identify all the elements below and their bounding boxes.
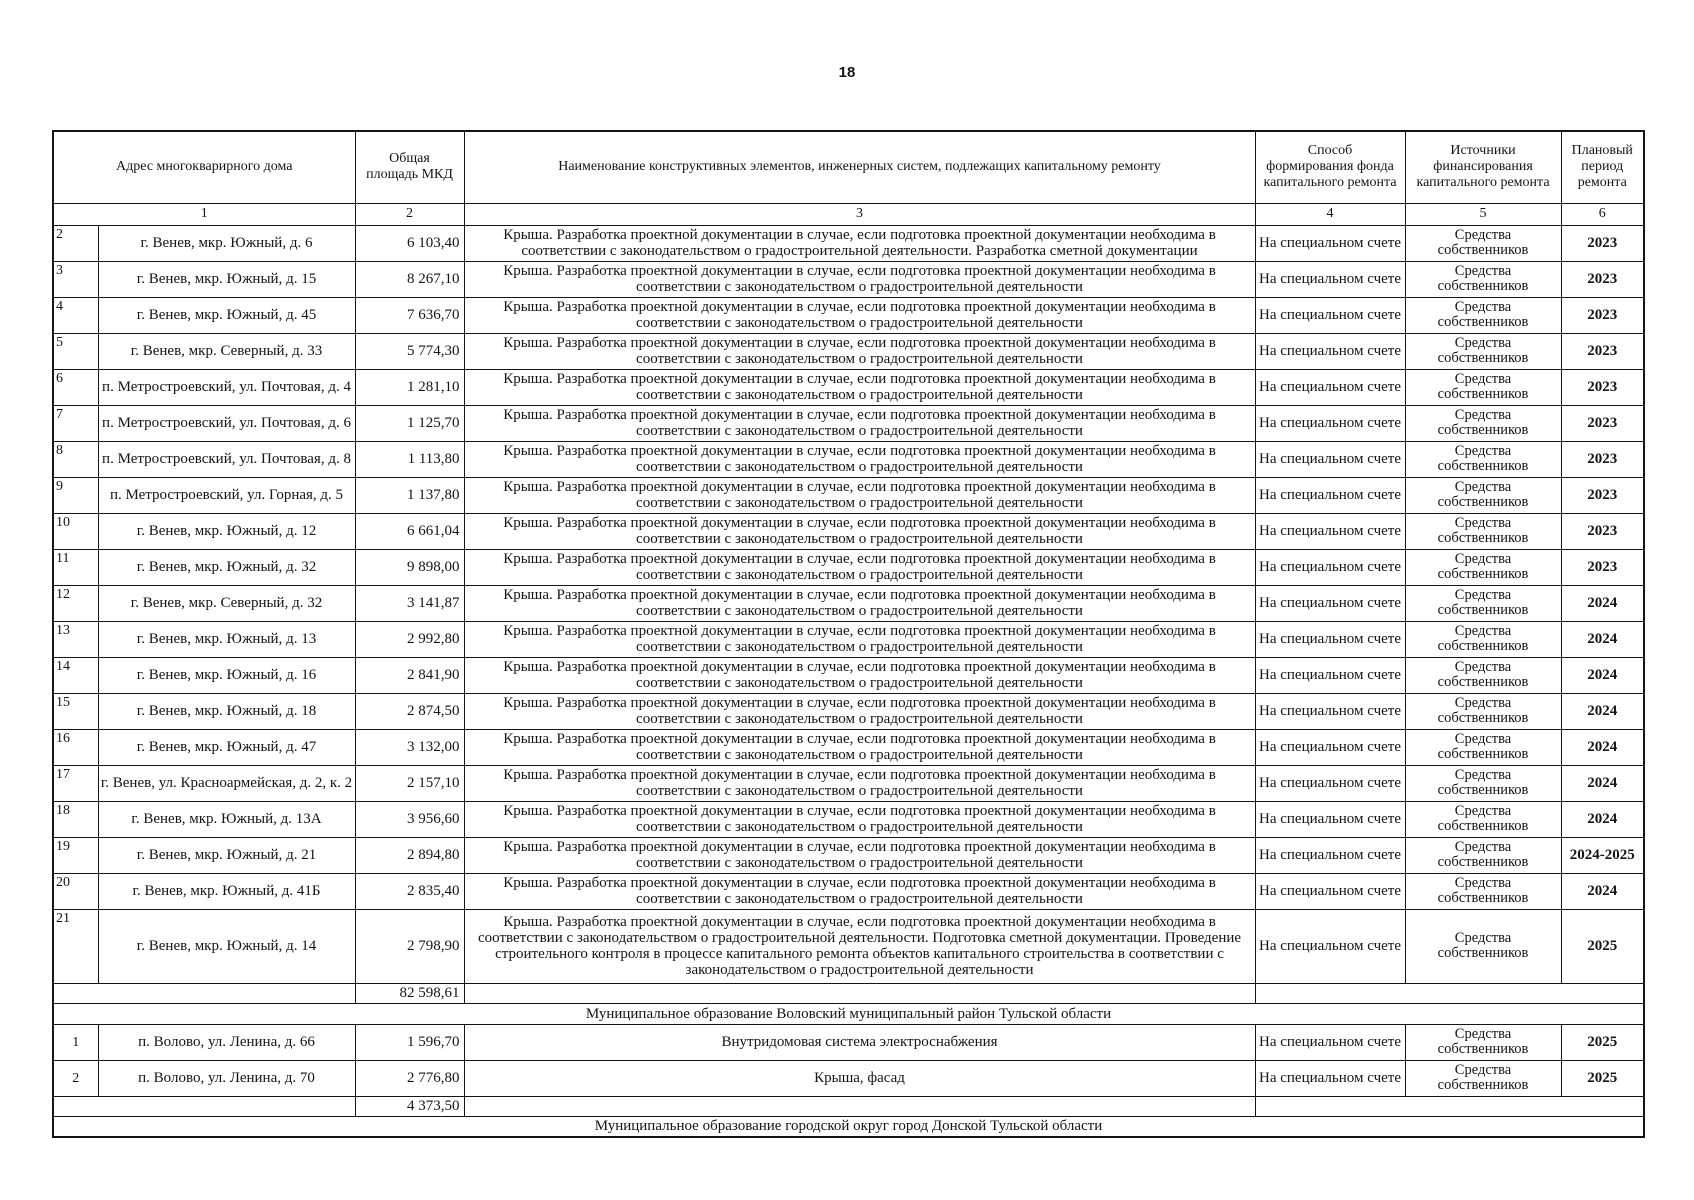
works-cell: Крыша. Разработка проектной документации в случае, если подготовка проектной документации необходима в соответствии с законодательством о градостроительной деятельности bbox=[464, 549, 1255, 585]
method-cell: На специальном счете bbox=[1255, 837, 1405, 873]
header-elements: Наименование конструктивных элементов, инженерных систем, подлежащих капитальному ремонту bbox=[464, 131, 1255, 203]
method-cell: На специальном счете bbox=[1255, 297, 1405, 333]
column-number-row bbox=[53, 203, 1644, 225]
works-cell: Крыша. Разработка проектной документации в случае, если подготовка проектной документации необходима в соответствии с законодательством о градостроительной деятельности bbox=[464, 801, 1255, 837]
works-cell: Крыша. Разработка проектной документации в случае, если подготовка проектной документации необходима в соответствии с законодательством о градостроительной деятельности. Подготовка сметной документации. Проведение строительного контроля в процессе капитального ремонта объектов капитального строительства в соответствии с законодательством о градостроительной деятельности bbox=[464, 909, 1255, 983]
source-cell bbox=[1405, 261, 1561, 297]
area-cell: 8 267,10 bbox=[355, 261, 464, 297]
row-number: 5 bbox=[53, 333, 98, 369]
source-cell bbox=[1405, 765, 1561, 801]
works-cell: Крыша. Разработка проектной документации в случае, если подготовка проектной документации необходима в соответствии с законодательством о градостроительной деятельности. Разработка сметной документации bbox=[464, 225, 1255, 261]
row-number: 16 bbox=[53, 729, 98, 765]
table-row bbox=[53, 549, 1644, 585]
works-cell: Крыша. Разработка проектной документации в случае, если подготовка проектной документации необходима в соответствии с законодательством о градостроительной деятельности bbox=[464, 333, 1255, 369]
header-address: Адрес многокварирного дома bbox=[53, 131, 355, 203]
total-blank-cell bbox=[464, 1096, 1255, 1116]
source-text: Средства собственников bbox=[1437, 659, 1529, 690]
source-text: Средства собственников bbox=[1437, 767, 1529, 798]
address-cell: п. Волово, ул. Ленина, д. 70 bbox=[98, 1060, 355, 1096]
table-row bbox=[53, 261, 1644, 297]
table-row bbox=[53, 297, 1644, 333]
period-cell: 2024 bbox=[1561, 585, 1644, 621]
period-cell: 2023 bbox=[1561, 333, 1644, 369]
area-cell: 1 113,80 bbox=[355, 441, 464, 477]
source-cell bbox=[1405, 1024, 1561, 1060]
works-cell: Крыша, фасад bbox=[464, 1060, 1255, 1096]
period-cell: 2025 bbox=[1561, 909, 1644, 983]
row-number: 18 bbox=[53, 801, 98, 837]
works-cell: Крыша. Разработка проектной документации в случае, если подготовка проектной документации необходима в соответствии с законодательством о градостроительной деятельности bbox=[464, 369, 1255, 405]
address-cell: г. Венев, мкр. Южный, д. 16 bbox=[98, 657, 355, 693]
method-cell: На специальном счете bbox=[1255, 693, 1405, 729]
area-cell: 2 874,50 bbox=[355, 693, 464, 729]
works-cell: Крыша. Разработка проектной документации в случае, если подготовка проектной документации необходима в соответствии с законодательством о градостроительной деятельности bbox=[464, 297, 1255, 333]
source-text: Средства собственников bbox=[1437, 263, 1529, 294]
area-cell: 2 894,80 bbox=[355, 837, 464, 873]
source-text: Средства собственников bbox=[1437, 515, 1529, 546]
period-cell: 2024-2025 bbox=[1561, 837, 1644, 873]
period-cell: 2024 bbox=[1561, 801, 1644, 837]
address-cell: г. Венев, мкр. Южный, д. 13А bbox=[98, 801, 355, 837]
source-cell bbox=[1405, 585, 1561, 621]
source-cell bbox=[1405, 837, 1561, 873]
source-text: Средства собственников bbox=[1437, 1026, 1529, 1057]
column-number: 2 bbox=[355, 203, 464, 225]
source-text: Средства собственников bbox=[1437, 227, 1529, 258]
address-cell: г. Венев, мкр. Южный, д. 45 bbox=[98, 297, 355, 333]
area-cell: 1 281,10 bbox=[355, 369, 464, 405]
period-cell: 2023 bbox=[1561, 477, 1644, 513]
area-cell: 3 141,87 bbox=[355, 585, 464, 621]
table-row bbox=[53, 1060, 1644, 1096]
method-cell: На специальном счете bbox=[1255, 729, 1405, 765]
method-cell: На специальном счете bbox=[1255, 261, 1405, 297]
period-cell: 2023 bbox=[1561, 513, 1644, 549]
source-text: Средства собственников bbox=[1437, 551, 1529, 582]
address-cell: п. Метростроевский, ул. Горная, д. 5 bbox=[98, 477, 355, 513]
works-cell: Крыша. Разработка проектной документации в случае, если подготовка проектной документации необходима в соответствии с законодательством о градостроительной деятельности bbox=[464, 657, 1255, 693]
total-row bbox=[53, 1096, 1644, 1116]
row-number: 12 bbox=[53, 585, 98, 621]
source-cell bbox=[1405, 693, 1561, 729]
source-text: Средства собственников bbox=[1437, 443, 1529, 474]
source-cell bbox=[1405, 369, 1561, 405]
table-row bbox=[53, 621, 1644, 657]
source-text: Средства собственников bbox=[1437, 1062, 1529, 1093]
row-number: 13 bbox=[53, 621, 98, 657]
method-cell: На специальном счете bbox=[1255, 441, 1405, 477]
works-cell: Крыша. Разработка проектной документации в случае, если подготовка проектной документации необходима в соответствии с законодательством о градостроительной деятельности bbox=[464, 441, 1255, 477]
table-row bbox=[53, 801, 1644, 837]
repair-plan-table bbox=[52, 130, 1645, 1138]
address-cell: г. Венев, мкр. Южный, д. 32 bbox=[98, 549, 355, 585]
method-cell: На специальном счете bbox=[1255, 873, 1405, 909]
area-cell: 2 776,80 bbox=[355, 1060, 464, 1096]
method-cell: На специальном счете bbox=[1255, 333, 1405, 369]
works-cell: Крыша. Разработка проектной документации в случае, если подготовка проектной документации необходима в соответствии с законодательством о градостроительной деятельности bbox=[464, 261, 1255, 297]
method-cell: На специальном счете bbox=[1255, 801, 1405, 837]
row-number: 7 bbox=[53, 405, 98, 441]
section-title: Муниципальное образование Воловский муниципальный район Тульской области bbox=[53, 1003, 1644, 1024]
works-cell: Крыша. Разработка проектной документации в случае, если подготовка проектной документации необходима в соответствии с законодательством о градостроительной деятельности bbox=[464, 765, 1255, 801]
source-cell bbox=[1405, 297, 1561, 333]
table-row bbox=[53, 405, 1644, 441]
header-area: Общая площадь МКД bbox=[355, 131, 464, 203]
source-cell bbox=[1405, 909, 1561, 983]
area-cell: 2 835,40 bbox=[355, 873, 464, 909]
source-text: Средства собственников bbox=[1437, 587, 1529, 618]
total-blank-cell bbox=[1255, 983, 1644, 1003]
period-cell: 2024 bbox=[1561, 693, 1644, 729]
area-cell: 1 125,70 bbox=[355, 405, 464, 441]
period-cell: 2023 bbox=[1561, 225, 1644, 261]
total-area: 82 598,61 bbox=[355, 983, 464, 1003]
source-cell bbox=[1405, 405, 1561, 441]
table-row bbox=[53, 765, 1644, 801]
address-cell: г. Венев, мкр. Южный, д. 21 bbox=[98, 837, 355, 873]
period-cell: 2024 bbox=[1561, 765, 1644, 801]
page-number: 18 bbox=[838, 64, 856, 81]
header-method: Способ формирования фонда капитального ремонта bbox=[1255, 131, 1405, 203]
source-cell bbox=[1405, 873, 1561, 909]
source-cell bbox=[1405, 729, 1561, 765]
area-cell: 9 898,00 bbox=[355, 549, 464, 585]
address-cell: г. Венев, мкр. Северный, д. 33 bbox=[98, 333, 355, 369]
total-blank-cell bbox=[53, 983, 355, 1003]
method-cell: На специальном счете bbox=[1255, 585, 1405, 621]
header-period: Плановый период ремонта bbox=[1561, 131, 1644, 203]
method-cell: На специальном счете bbox=[1255, 909, 1405, 983]
area-cell: 6 661,04 bbox=[355, 513, 464, 549]
method-cell: На специальном счете bbox=[1255, 405, 1405, 441]
source-cell bbox=[1405, 1060, 1561, 1096]
works-cell: Крыша. Разработка проектной документации в случае, если подготовка проектной документации необходима в соответствии с законодательством о градостроительной деятельности bbox=[464, 873, 1255, 909]
source-text: Средства собственников bbox=[1437, 930, 1529, 961]
row-number: 14 bbox=[53, 657, 98, 693]
row-number: 11 bbox=[53, 549, 98, 585]
source-text: Средства собственников bbox=[1437, 371, 1529, 402]
row-number: 19 bbox=[53, 837, 98, 873]
row-number: 21 bbox=[53, 909, 98, 983]
address-cell: п. Волово, ул. Ленина, д. 66 bbox=[98, 1024, 355, 1060]
column-number: 1 bbox=[53, 203, 355, 225]
method-cell: На специальном счете bbox=[1255, 549, 1405, 585]
table-row bbox=[53, 909, 1644, 983]
period-cell: 2023 bbox=[1561, 549, 1644, 585]
row-number: 15 bbox=[53, 693, 98, 729]
address-cell: п. Метростроевский, ул. Почтовая, д. 6 bbox=[98, 405, 355, 441]
area-cell: 3 956,60 bbox=[355, 801, 464, 837]
address-cell: г. Венев, мкр. Южный, д. 41Б bbox=[98, 873, 355, 909]
period-cell: 2023 bbox=[1561, 405, 1644, 441]
column-number: 6 bbox=[1561, 203, 1644, 225]
area-cell: 2 841,90 bbox=[355, 657, 464, 693]
row-number: 6 bbox=[53, 369, 98, 405]
source-cell bbox=[1405, 801, 1561, 837]
works-cell: Крыша. Разработка проектной документации в случае, если подготовка проектной документации необходима в соответствии с законодательством о градостроительной деятельности bbox=[464, 693, 1255, 729]
section-row bbox=[53, 1116, 1644, 1137]
method-cell: На специальном счете bbox=[1255, 477, 1405, 513]
table-row bbox=[53, 441, 1644, 477]
address-cell: п. Метростроевский, ул. Почтовая, д. 4 bbox=[98, 369, 355, 405]
table-row bbox=[53, 693, 1644, 729]
area-cell: 2 798,90 bbox=[355, 909, 464, 983]
area-cell: 5 774,30 bbox=[355, 333, 464, 369]
row-number: 20 bbox=[53, 873, 98, 909]
source-text: Средства собственников bbox=[1437, 839, 1529, 870]
works-cell: Крыша. Разработка проектной документации в случае, если подготовка проектной документации необходима в соответствии с законодательством о градостроительной деятельности bbox=[464, 729, 1255, 765]
area-cell: 1 137,80 bbox=[355, 477, 464, 513]
period-cell: 2023 bbox=[1561, 261, 1644, 297]
table-row bbox=[53, 837, 1644, 873]
table-row bbox=[53, 585, 1644, 621]
row-number: 3 bbox=[53, 261, 98, 297]
column-number: 5 bbox=[1405, 203, 1561, 225]
table-row bbox=[53, 657, 1644, 693]
area-cell: 6 103,40 bbox=[355, 225, 464, 261]
period-cell: 2024 bbox=[1561, 621, 1644, 657]
area-cell: 7 636,70 bbox=[355, 297, 464, 333]
total-blank-cell bbox=[1255, 1096, 1644, 1116]
total-area: 4 373,50 bbox=[355, 1096, 464, 1116]
address-cell: п. Метростроевский, ул. Почтовая, д. 8 bbox=[98, 441, 355, 477]
source-text: Средства собственников bbox=[1437, 479, 1529, 510]
table-row bbox=[53, 333, 1644, 369]
works-cell: Крыша. Разработка проектной документации в случае, если подготовка проектной документации необходима в соответствии с законодательством о градостроительной деятельности bbox=[464, 477, 1255, 513]
address-cell: г. Венев, мкр. Южный, д. 13 bbox=[98, 621, 355, 657]
address-cell: г. Венев, мкр. Южный, д. 18 bbox=[98, 693, 355, 729]
works-cell: Внутридомовая система электроснабжения bbox=[464, 1024, 1255, 1060]
row-number: 2 bbox=[53, 1060, 98, 1096]
table-row bbox=[53, 513, 1644, 549]
total-blank-cell bbox=[53, 1096, 355, 1116]
area-cell: 2 992,80 bbox=[355, 621, 464, 657]
area-cell: 2 157,10 bbox=[355, 765, 464, 801]
table-row bbox=[53, 369, 1644, 405]
table-row bbox=[53, 873, 1644, 909]
period-cell: 2024 bbox=[1561, 873, 1644, 909]
source-cell bbox=[1405, 621, 1561, 657]
column-number: 4 bbox=[1255, 203, 1405, 225]
source-text: Средства собственников bbox=[1437, 695, 1529, 726]
address-cell: г. Венев, ул. Красноармейская, д. 2, к. 2 bbox=[98, 765, 355, 801]
source-text: Средства собственников bbox=[1437, 875, 1529, 906]
area-cell: 1 596,70 bbox=[355, 1024, 464, 1060]
period-cell: 2024 bbox=[1561, 729, 1644, 765]
method-cell: На специальном счете bbox=[1255, 513, 1405, 549]
period-cell: 2025 bbox=[1561, 1024, 1644, 1060]
section-row bbox=[53, 1003, 1644, 1024]
period-cell: 2024 bbox=[1561, 657, 1644, 693]
method-cell: На специальном счете bbox=[1255, 765, 1405, 801]
source-cell bbox=[1405, 657, 1561, 693]
source-cell bbox=[1405, 225, 1561, 261]
source-text: Средства собственников bbox=[1437, 623, 1529, 654]
row-number: 8 bbox=[53, 441, 98, 477]
source-cell bbox=[1405, 441, 1561, 477]
source-text: Средства собственников bbox=[1437, 299, 1529, 330]
header-row bbox=[53, 131, 1644, 203]
source-cell bbox=[1405, 513, 1561, 549]
address-cell: г. Венев, мкр. Южный, д. 47 bbox=[98, 729, 355, 765]
period-cell: 2023 bbox=[1561, 441, 1644, 477]
period-cell: 2025 bbox=[1561, 1060, 1644, 1096]
works-cell: Крыша. Разработка проектной документации в случае, если подготовка проектной документации необходима в соответствии с законодательством о градостроительной деятельности bbox=[464, 585, 1255, 621]
total-blank-cell bbox=[464, 983, 1255, 1003]
address-cell: г. Венев, мкр. Южный, д. 15 bbox=[98, 261, 355, 297]
works-cell: Крыша. Разработка проектной документации в случае, если подготовка проектной документации необходима в соответствии с законодательством о градостроительной деятельности bbox=[464, 405, 1255, 441]
row-number: 1 bbox=[53, 1024, 98, 1060]
period-cell: 2023 bbox=[1561, 297, 1644, 333]
table-row bbox=[53, 729, 1644, 765]
row-number: 10 bbox=[53, 513, 98, 549]
method-cell: На специальном счете bbox=[1255, 621, 1405, 657]
method-cell: На специальном счете bbox=[1255, 657, 1405, 693]
address-cell: г. Венев, мкр. Южный, д. 6 bbox=[98, 225, 355, 261]
source-text: Средства собственников bbox=[1437, 407, 1529, 438]
total-row bbox=[53, 983, 1644, 1003]
table-row bbox=[53, 477, 1644, 513]
method-cell: На специальном счете bbox=[1255, 1024, 1405, 1060]
source-cell bbox=[1405, 477, 1561, 513]
method-cell: На специальном счете bbox=[1255, 1060, 1405, 1096]
method-cell: На специальном счете bbox=[1255, 225, 1405, 261]
section-title: Муниципальное образование городской округ город Донской Тульской области bbox=[53, 1116, 1644, 1137]
works-cell: Крыша. Разработка проектной документации в случае, если подготовка проектной документации необходима в соответствии с законодательством о градостроительной деятельности bbox=[464, 513, 1255, 549]
table-body bbox=[53, 225, 1644, 1137]
table-row bbox=[53, 1024, 1644, 1060]
source-cell bbox=[1405, 333, 1561, 369]
method-cell: На специальном счете bbox=[1255, 369, 1405, 405]
area-cell: 3 132,00 bbox=[355, 729, 464, 765]
column-number: 3 bbox=[464, 203, 1255, 225]
header-source: Источники финансирования капитального ремонта bbox=[1405, 131, 1561, 203]
table-row bbox=[53, 225, 1644, 261]
period-cell: 2023 bbox=[1561, 369, 1644, 405]
row-number: 4 bbox=[53, 297, 98, 333]
works-cell: Крыша. Разработка проектной документации в случае, если подготовка проектной документации необходима в соответствии с законодательством о градостроительной деятельности bbox=[464, 837, 1255, 873]
row-number: 2 bbox=[53, 225, 98, 261]
works-cell: Крыша. Разработка проектной документации в случае, если подготовка проектной документации необходима в соответствии с законодательством о градостроительной деятельности bbox=[464, 621, 1255, 657]
source-text: Средства собственников bbox=[1437, 803, 1529, 834]
source-cell bbox=[1405, 549, 1561, 585]
address-cell: г. Венев, мкр. Южный, д. 14 bbox=[98, 909, 355, 983]
row-number: 9 bbox=[53, 477, 98, 513]
address-cell: г. Венев, мкр. Северный, д. 32 bbox=[98, 585, 355, 621]
source-text: Средства собственников bbox=[1437, 731, 1529, 762]
source-text: Средства собственников bbox=[1437, 335, 1529, 366]
address-cell: г. Венев, мкр. Южный, д. 12 bbox=[98, 513, 355, 549]
row-number: 17 bbox=[53, 765, 98, 801]
